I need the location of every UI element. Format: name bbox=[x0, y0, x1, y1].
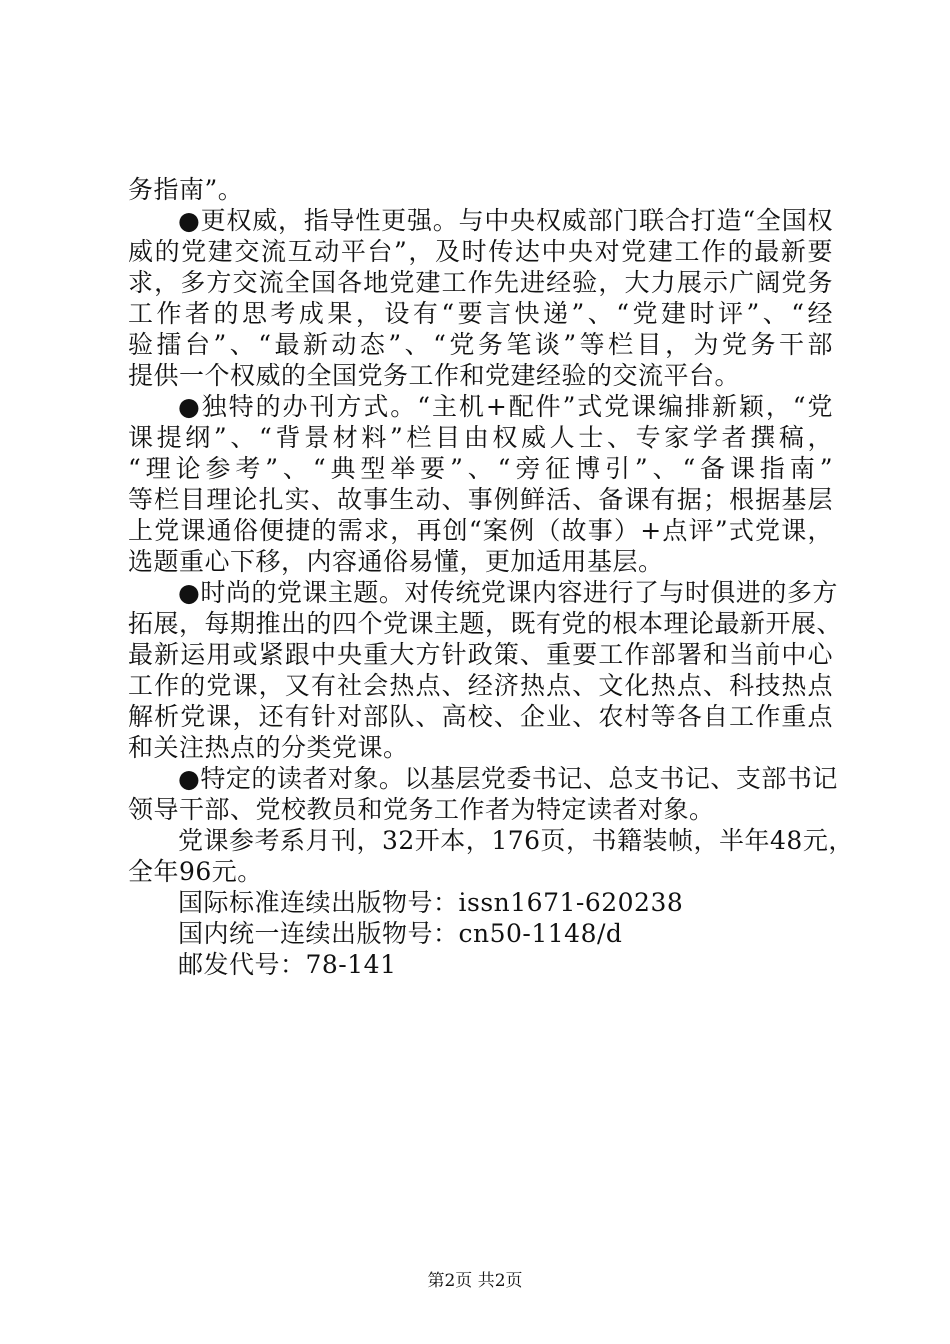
text-line: 国内统一连续出版物号：cn50-1148/d bbox=[178, 919, 623, 948]
text-line: 威的党建交流互动平台”，及时传达中央对党建工作的最新要 bbox=[128, 237, 833, 266]
text-line: ●更权威，指导性更强。与中央权威部门联合打造“全国权 bbox=[178, 206, 833, 235]
text-line: 和关注热点的分类党课。 bbox=[128, 733, 409, 762]
text-line: 全年96元。 bbox=[128, 857, 263, 886]
document-body bbox=[128, 174, 854, 980]
text-line: 求，多方交流全国各地党建工作先进经验，大力展示广阔党务 bbox=[128, 268, 833, 297]
text-line: 党课参考系月刊，32开本，176页，书籍装帧，半年48元， bbox=[178, 826, 854, 855]
text-line: 等栏目理论扎实、故事生动、事例鲜活、备课有据；根据基层 bbox=[128, 485, 833, 514]
text-line: 选题重心下移，内容通俗易懂，更加适用基层。 bbox=[128, 547, 664, 576]
text-line: 领导干部、党校教员和党务工作者为特定读者对象。 bbox=[128, 795, 715, 824]
text-line: ●时尚的党课主题。对传统党课内容进行了与时俱进的多方 bbox=[178, 578, 838, 607]
page-number-footer: 第2页 共2页 bbox=[427, 1271, 523, 1291]
text-line: 课提纲”、“背景材料”栏目由权威人士、专家学者撰稿， bbox=[128, 423, 833, 452]
text-line: ●特定的读者对象。以基层党委书记、总支书记、支部书记 bbox=[178, 764, 838, 793]
text-line: 最新运用或紧跟中央重大方针政策、重要工作部署和当前中心 bbox=[128, 640, 833, 669]
text-line: 务指南”。 bbox=[128, 175, 244, 204]
text-line: 国际标准连续出版物号：issn1671-620238 bbox=[178, 888, 684, 917]
text-line: 解析党课，还有针对部队、高校、企业、农村等各自工作重点 bbox=[128, 702, 833, 731]
text-line: 提供一个权威的全国党务工作和党建经验的交流平台。 bbox=[128, 361, 741, 390]
text-line: 邮发代号：78-141 bbox=[178, 950, 397, 979]
text-line: ●独特的办刊方式。“主机+配件”式党课编排新颖，“党 bbox=[178, 392, 833, 421]
text-line: 验擂台”、“最新动态”、“党务笔谈”等栏目，为党务干部 bbox=[128, 330, 833, 359]
text-line: 拓展，每期推出的四个党课主题，既有党的根本理论最新开展、 bbox=[128, 609, 843, 638]
text-line: 工作的党课，又有社会热点、经济热点、文化热点、科技热点 bbox=[128, 671, 833, 700]
text-line: 上党课通俗便捷的需求，再创“案例（故事）+点评”式党课， bbox=[128, 516, 833, 545]
text-line: 工作者的思考成果，设有“要言快递”、“党建时评”、“经 bbox=[128, 299, 833, 328]
text-line: “理论参考”、“典型举要”、“旁征博引”、“备课指南” bbox=[128, 454, 833, 483]
